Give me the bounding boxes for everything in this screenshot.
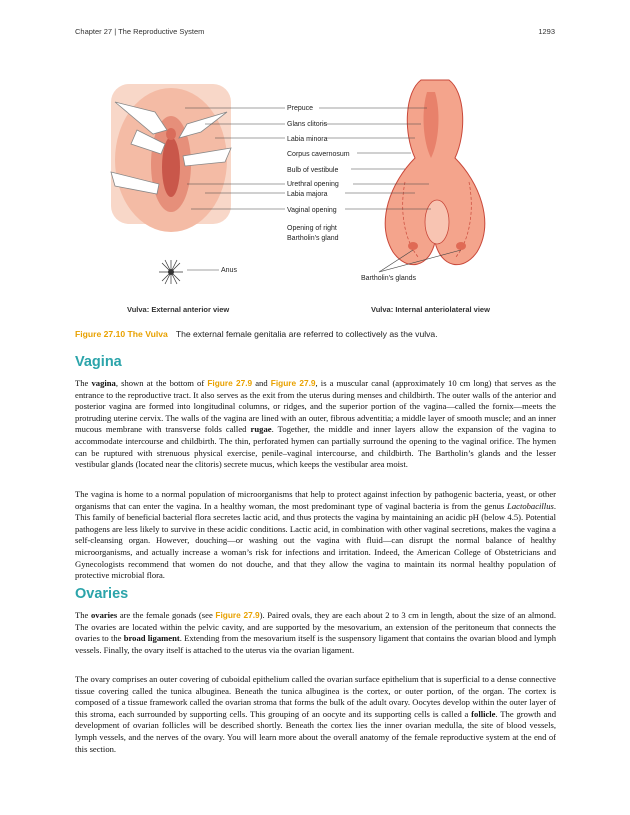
left-view-title: Vulva: External anterior view (127, 305, 230, 314)
text-run: The ovary comprises an outer covering of cuboidal epithelium called the ovarian surface epithelium that is superficial to a dense connective tissue covering called the tunica albuginea. Beneath the tunica albuginea is the cortex, or outer portion, of the organ. The cortex is composed of a tissue framework called the ovarian stroma that forms the bulk of the adult ovary. Oocytes develop within the outer layer of this stroma, each surrounded by supporting cells. This grouping of an oocyte and its supporting cells is called a (75, 674, 556, 719)
figure-link-27-9[interactable]: Figure 27.9 (215, 610, 260, 620)
text-run: . This family of beneficial bacterial flora secretes lactic acid, and thus protects the vagina by maintaining an acidic pH (below 4.5). Potential pathogens are less likely to survive in these acidic conditions. Lactic acid, in combination with other vaginal secretions, makes the vagina a self-cleansing organ. However, douching—or washing out the vagina with fluid—can disrupt the normal balance of healthy microorganisms, and actually increase a woman’s risk for infections and irritation. Indeed, the American College of Obstetricians and Gynecologists recommend that women do not douche, and that they allow the vagina to maintain its normal healthy population of protective microbial flora. (75, 500, 556, 581)
label-opening-right: Opening of right (287, 225, 337, 232)
text-run: The (75, 378, 92, 388)
label-corpus-cavernosum: Corpus cavernosum (287, 151, 350, 158)
chapter-title: Chapter 27 | The Reproductive System (75, 27, 205, 36)
label-glans-clitoris: Glans clitoris (287, 121, 328, 128)
term-lactobacillus: Lactobacillus (507, 500, 554, 511)
figure-link-27-9[interactable]: Figure 27.9 (270, 378, 316, 388)
label-bulb-of-vestibule: Bulb of vestibule (287, 167, 339, 174)
right-view-title: Vulva: Internal anteriolateral view (371, 305, 490, 314)
caption-text: The external female genitalia are referred to collectively as the vulva. (175, 329, 438, 339)
label-bartholins-gland: Bartholin's gland (287, 235, 339, 242)
term-rugae: rugae (250, 424, 272, 435)
text-run: , is a muscular canal (approximately 10 cm long) that serves as the entrance to the reproductive tract. It also serves as the exit from the uterus during menses and childbirth. The outer walls of the anterior and posterior vagina are formed into longitudinal columns, or ridges, and the superior portion of the vagina—called the fornix—meets the protruding uterine cervix. The walls of the vagina are lined with an outer, fibrous adventitia; a middle layer of smooth muscle; and an inner mucous membrane with transverse folds called (75, 378, 556, 435)
label-labia-majora: Labia majora (287, 191, 328, 198)
text-run: . Extending from the mesovarium itself is the suspensory ligament that contains the ovarian blood and lymph vessels. Finally, the ovary itself is attached to the uterus via the ovarian ligament. (75, 633, 556, 655)
vagina-paragraph-1 (75, 378, 556, 471)
term-vagina: vagina (91, 378, 116, 388)
ovaries-paragraph-2 (75, 674, 556, 755)
ovaries-paragraph-1 (75, 610, 556, 656)
text-run: . The growth and development of ovarian follicles will be described shortly. Beneath the cortex lies the inner ovarian medulla, the site of blood vessels, lymph vessels, and the nerves of the ovary. You will learn more about the overall anatomy of the female reproductive system at the end of this section. (75, 708, 556, 754)
term-follicle: follicle (471, 708, 496, 719)
label-anus: Anus (221, 267, 237, 274)
term-broad-ligament: broad ligament (123, 633, 180, 644)
text-run: and (252, 378, 271, 388)
label-bartholins-glands: Bartholin's glands (361, 275, 417, 282)
figure-number: Figure 27.10 The Vulva (75, 329, 168, 339)
page-number: 1293 (538, 27, 555, 36)
text-run: The vagina is home to a normal population of microorganisms that help to protect against infection by pathogenic bacteria, yeast, or other organisms that can enter the vagina. In a healthy woman, the most predominant type of vaginal bacteria is from the genus (75, 489, 556, 511)
text-run: are the female gonads (see (117, 610, 216, 620)
vagina-heading: Vagina (75, 354, 122, 370)
text-run: The (75, 610, 91, 620)
vagina-paragraph-2 (75, 489, 556, 582)
text-run: , shown at the bottom of (115, 378, 208, 388)
vulva-figure (75, 72, 555, 320)
label-urethral-opening: Urethral opening (287, 181, 339, 188)
page-header (75, 23, 555, 37)
text-run: . Together, the middle and inner layers allow the expansion of the vagina to accommodate intercourse and childbirth. The thin, perforated hymen can partially surround the opening to the vaginal orifice. The hymen can be ruptured with strenuous physical exercise, penile–vaginal intercourse, and childbirth. The Bartholin’s glands and the lesser vestibular glands (located near the clitoris) secrete mucus, which keeps the vestibular area moist. (75, 424, 556, 470)
ovaries-heading: Ovaries (75, 586, 129, 602)
internal-view-illustration (385, 80, 484, 265)
label-labia-minora: Labia minora (287, 136, 328, 143)
term-ovaries: ovaries (90, 610, 118, 620)
figure-caption (75, 329, 555, 339)
label-vaginal-opening: Vaginal opening (287, 207, 337, 214)
figure-link-27-9[interactable]: Figure 27.9 (207, 378, 253, 388)
text-run: ). Paired ovals, they are each about 2 to 3 cm in length, about the size of an almond. The ovaries are located within the pelvic cavity, and are supported by the mesovarium, an extension of the peritoneum that connects the ovaries to the (75, 610, 557, 644)
label-prepuce: Prepuce (287, 105, 314, 112)
